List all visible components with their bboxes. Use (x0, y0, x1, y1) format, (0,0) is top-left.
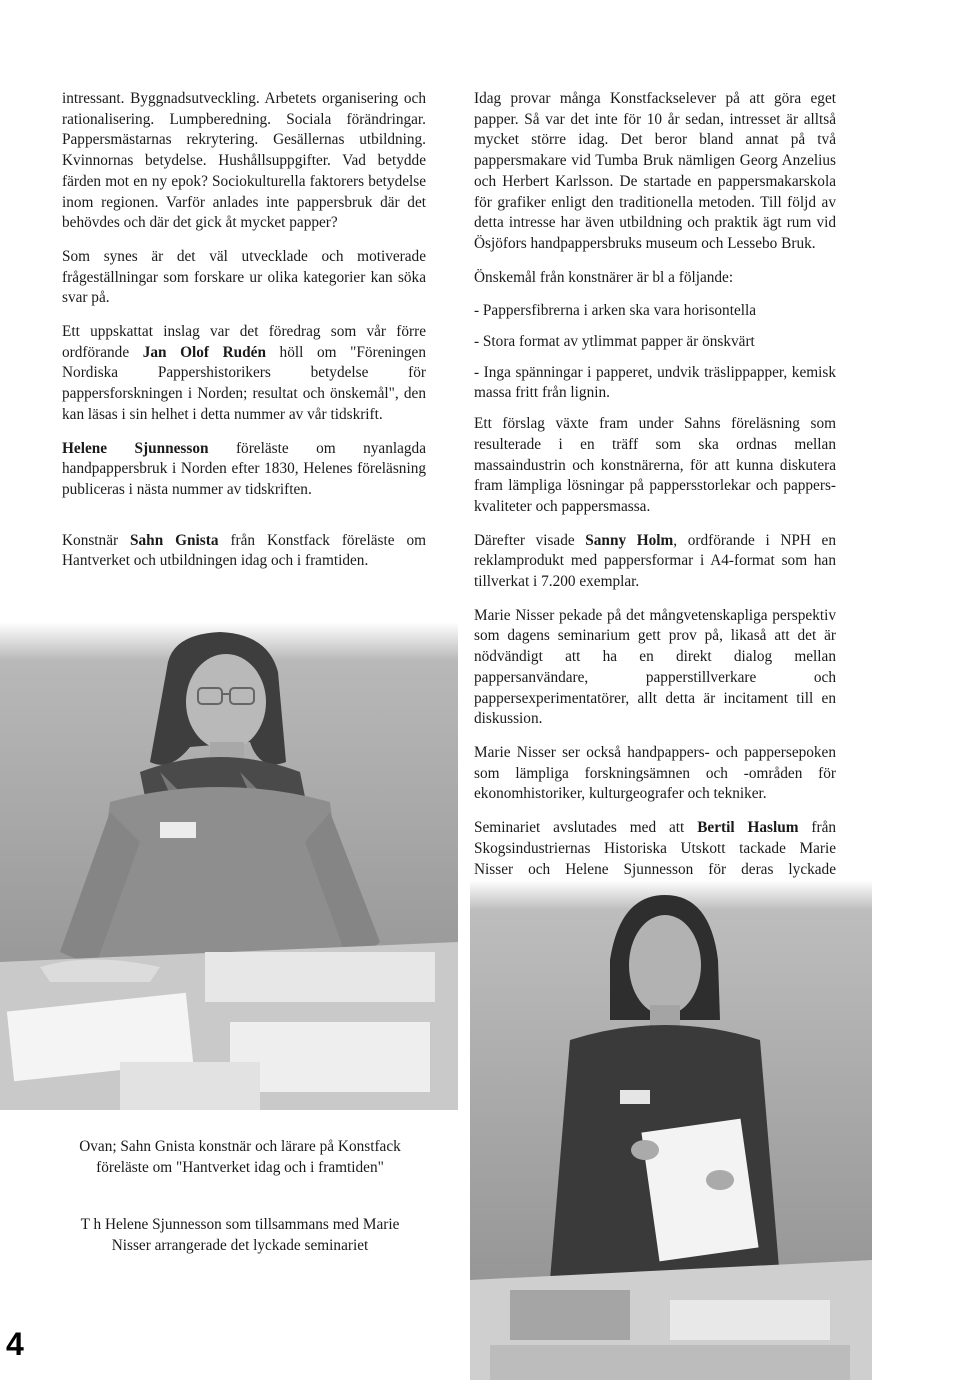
text-run: föreläste om nyanlagda handpappersbruk i Norden efter 1830, Helenes föreläsning publiceras i nästa nummer av tidskriften. (62, 439, 426, 498)
list-item: - Inga spänningar i papperet, undvik träslippapper, kemisk massa fritt från lignin. (474, 363, 836, 402)
photo-illustration (0, 622, 458, 1110)
person-name: Jan Olof Rudén (142, 343, 266, 361)
text-run: från Konstfack föreläste om Hantverket och utbildningen idag och i framtiden. (62, 531, 426, 570)
list-item: - Pappersfibrerna i arken ska vara horisontella (474, 302, 757, 320)
person-name: Sahn Gnista (130, 531, 219, 549)
left-column (62, 89, 426, 585)
caption-line: T h Helene Sjunnesson som tillsammans med Marie (80, 1216, 400, 1233)
text-run: Därefter visade (474, 531, 586, 549)
paragraph: Marie Nisser ser också handpappers- och pappersepoken som lämpliga forskningsämnen och -områden för ekonomhistoriker, kulturgeografer och tekniker. (474, 743, 836, 803)
text-run: Ett uppskattat inslag var det föredrag som vår förre ordförande (62, 323, 426, 361)
page-number: 4 (6, 1326, 24, 1362)
paragraph (62, 322, 426, 426)
text-run: Seminariet avslutades med att (474, 819, 698, 837)
caption-line: Ovan; Sahn Gnista konstnär och lärare på Konstfack (79, 1138, 401, 1155)
paragraph: intressant. Byggnadsutveckling. Arbetets organisering och rationalisering. Lumpberedning. Sociala förändringar. Pappersmästarnas rekrytering. Gesällernas utbildning. Kvinnornas betydelse. Hushållsuppgifter. Vad betydde färden mot en ny epok? Sociokulturella faktorers betydelse inom regionen. Varför anlades inte pappersbruk där det behövdes och där det gick åt mycket papper? (62, 90, 426, 232)
paragraph: Idag provar många Konstfackselever på att göra eget papper. Så var det inte för 10 år sedan, intresset är alltså mycket större idag. Det beror bland annat på två pappersmakare vid Tumba Bruk nämligen Georg Anzelius och Herbert Karlsson. De startade en pappersmakarskola för grafiker enligt den traditionella metoden. Till följd av detta intresse har även utbildning och praktik ägt rum vid Ösjöfors handpappersbruks museum och Lessebo Bruk. (474, 90, 836, 252)
photo-sahn-gnista (0, 622, 458, 1110)
photo-caption (40, 1215, 440, 1256)
caption-line: Nisser arrangerade det lyckade seminariet (111, 1236, 369, 1254)
paragraph: Ett förslag växte fram under Sahns föreläsning som resulterade i en träff som ska ordnas mellan massaindustrin och konstnärerna, för att kunna diskutera fram lämpliga lösningar på pappersstorlekar och pappers-kvaliteter och pappersmassa. (474, 415, 836, 515)
list-item: - Stora format av ytlimmat papper är önskvärt (474, 333, 755, 351)
right-column (474, 89, 836, 914)
photo-caption (40, 1137, 440, 1178)
text-run: från Skogsindustriernas Historiska Utskott tackade Marie Nisser och Helene Sjunnesson för deras lyckade (474, 819, 837, 878)
paragraph: Marie Nisser pekade på det mångvetenskapliga perspektiv som dagens seminarium gett prov på, likaså att det är nödvändigt att ha en direkt dialog mellan pappersanvändare, papperstillverkare och pappersexperimentatörer, allt detta är incitament till en diskussion. (474, 606, 836, 728)
text-run: höll om "Föreningen Nordiska Pappershistorikers betydelse för pappersforskningen i Norden; resultat och önskemål", den kan läsas i sin helhet i detta nummer av vår tidskrift. (62, 343, 426, 423)
caption-line: föreläste om "Hantverket idag och i framtiden" (96, 1158, 384, 1176)
text-run: Konstnär (62, 531, 131, 549)
person-name: Bertil Haslum (697, 819, 799, 837)
person-name: Helene Sjunnesson (62, 439, 209, 457)
paragraph: Som synes är det väl utvecklade och motiverade frågeställningar som forskare ur olika kategorier kan söka svar på. (62, 247, 426, 307)
photo-illustration (470, 880, 872, 1380)
person-name: Sanny Holm (585, 531, 674, 549)
paragraph (62, 531, 426, 572)
paragraph (474, 531, 836, 593)
paragraph: Önskemål från konstnärer är bl a följande: (474, 268, 734, 286)
paragraph (62, 439, 426, 501)
photo-helene-sjunnesson (470, 880, 872, 1380)
text-run: , ordförande i NPH en reklamprodukt med pappersformar i A4-format som han tillverkat i 7.200 exemplar. (474, 531, 836, 591)
